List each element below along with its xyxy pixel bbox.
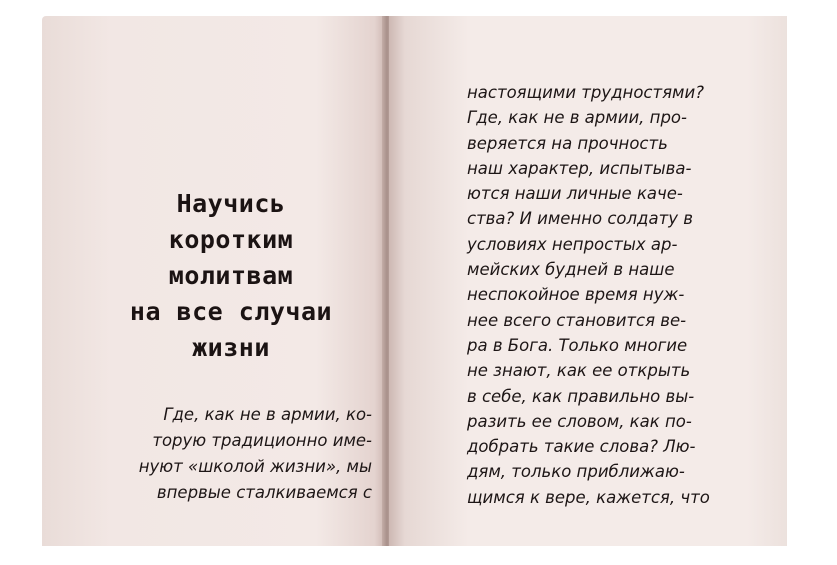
text-line: щимся к вере, кажется, что — [467, 487, 710, 507]
text-line: не знают, как ее открыть — [467, 361, 691, 381]
text-line: ются наши личные каче- — [467, 184, 683, 204]
open-book — [42, 16, 787, 546]
text-line: торую традиционно име- — [152, 431, 372, 450]
text-line: ства? И именно солдату в — [467, 209, 693, 229]
text-line: в себе, как правильно вы- — [467, 386, 695, 406]
left-paragraph — [102, 402, 372, 506]
heading-line: жизни — [192, 333, 270, 362]
text-line: неспокойное время нуж- — [467, 285, 685, 305]
text-line: ра в Бога. Только многие — [467, 335, 688, 355]
text-line: условиях непростых ар- — [467, 234, 678, 254]
text-line: нуют «школой жизни», мы — [138, 457, 372, 476]
text-line: дям, только приближаю- — [467, 462, 685, 482]
heading-line: Научись — [176, 189, 286, 218]
text-line: веряется на прочность — [467, 133, 668, 153]
heading-line: на все случаи — [129, 297, 333, 326]
text-line: нее всего становится ве- — [467, 310, 687, 330]
text-line: наш характер, испытыва- — [467, 158, 692, 178]
right-page — [389, 16, 787, 546]
heading-line: коротким — [168, 225, 294, 254]
heading-line: молитвам — [168, 261, 294, 290]
left-page — [42, 16, 385, 546]
text-line: настоящими трудностями? — [467, 83, 704, 102]
text-line: разить ее словом, как по- — [467, 411, 692, 431]
chapter-heading — [106, 186, 356, 366]
text-line: впервые сталкиваемся с — [156, 483, 372, 502]
right-paragraph — [467, 80, 729, 510]
text-line: добрать такие слова? Лю- — [467, 437, 696, 457]
text-line: мейских будней в наше — [467, 260, 675, 280]
text-line: Где, как не в армии, про- — [467, 108, 687, 128]
text-line: Где, как не в армии, ко- — [163, 405, 372, 424]
